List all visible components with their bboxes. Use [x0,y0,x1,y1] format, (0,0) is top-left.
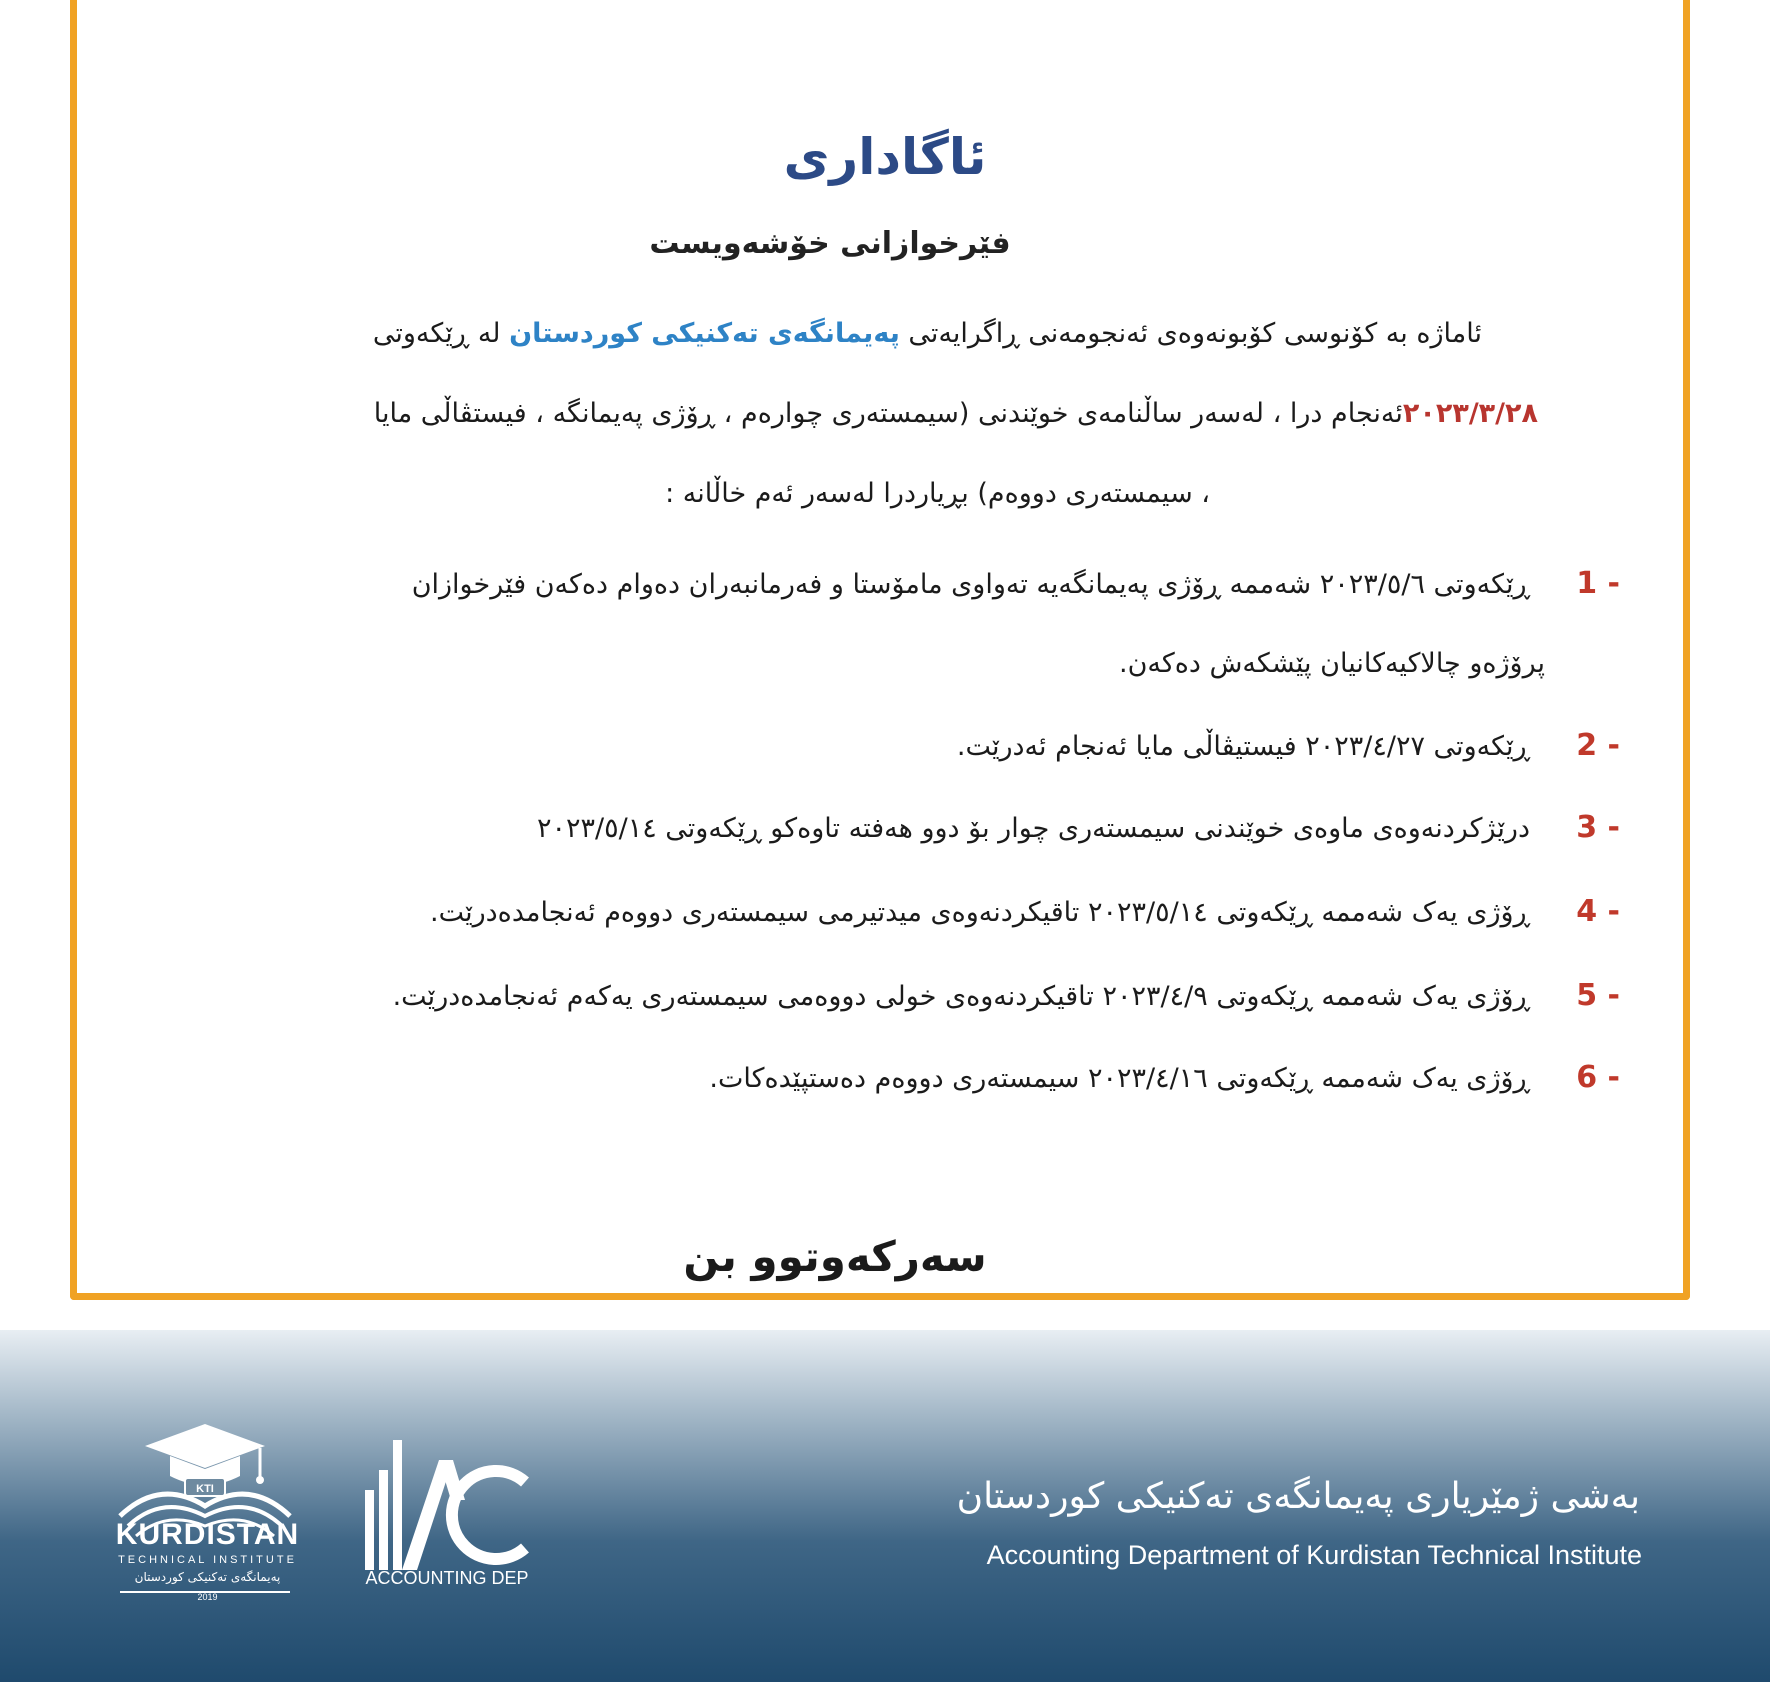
list-item-number: 4 - [1576,894,1620,929]
accounting-dep-logo-icon [355,1430,535,1580]
intro-line-1-end: لە ڕێکەوتی [372,318,510,349]
institute-name-highlight: پەیمانگەی تەکنیکی کوردستان [509,318,900,349]
notice-title: ئاگاداری [783,128,987,186]
list-item [180,810,1620,845]
kti-badge-text: KTI [196,1483,214,1495]
list-item-number: 1 - [1576,566,1620,601]
list-item-text: ڕێکەوتی ٢٠٢٣/٥/٦ شەممە ڕۆژی پەیمانگەیە تەواوی مامۆستا و فەرمانبەران دەوام دەکەن فێرخوازان [411,569,1530,600]
list-item [180,978,1620,1013]
list-item-number: 3 - [1576,810,1620,845]
kti-logo-kurdish: پەیمانگەی تەکنیکی کوردستان [134,1570,281,1584]
list-item [180,566,1620,601]
kti-logo-year: 2019 [197,1592,218,1602]
intro-line-3: ، سیمستەری دووەم) بڕیاردرا لەسەر ئەم خاڵانە : [665,478,1210,509]
footer-banner [0,1330,1770,1682]
intro-line-2 [374,398,1538,429]
accounting-dep-label: ACCOUNTING DEP [365,1568,529,1588]
list-item-number: 6 - [1576,1060,1620,1095]
notice-greeting: فێرخوازانی خۆشەویست [649,226,1011,261]
department-name-english: Accounting Department of Kurdistan Technical Institute [986,1540,1642,1570]
intro-line-1-start: ئاماژە بە کۆنوسی کۆبونەوەی ئەنجومەنی ڕاگرایەتی [899,318,1482,349]
kti-logo-sub: TECHNICAL INSTITUTE [118,1554,297,1566]
department-name-kurdish: بەشی ژمێریاری پەیمانگەی تەکنیکی کوردستان [956,1476,1640,1517]
kti-logo-name: KURDISTAN [115,1518,300,1551]
list-item-number: 2 - [1576,728,1620,763]
list-item-text: ڕۆژی یەک شەممە ڕێکەوتی ٢٠٢٣/٥/١٤ تاقیکردنەوەی میدتیرمی سیمستەری دووەم ئەنجامدەدرێت. [430,897,1530,928]
meeting-date-highlight: ٢٠٢٣/٣/٢٨ [1402,398,1538,429]
intro-line-2-text: ئەنجام درا ، لەسەر ساڵنامەی خوێندنی (سیمستەری چوارەم ، ڕۆژی پەیمانگە ، فیستڤاڵی مایا [373,398,1403,429]
intro-line-1 [373,318,1482,349]
list-item-continuation: پرۆژەو چالاکیەکانیان پێشکەش دەکەن. [1118,648,1545,679]
list-item-text: ڕێکەوتی ٢٠٢٣/٤/٢٧ فیستیڤاڵی مایا ئەنجام ئەدرێت. [956,731,1530,762]
list-item [180,894,1620,929]
list-item-text: درێژکردنەوەی ماوەی خوێندنی سیمستەری چوار بۆ دوو هەفتە تاوەکو ڕێکەوتی ٢٠٢٣/٥/١٤ [536,813,1530,844]
list-item [180,1060,1620,1095]
list-item-text: ڕۆژی یەک شەممە ڕێکەوتی ٢٠٢٣/٤/٩ تاقیکردنەوەی خولی دووەمی سیمستەری یەکەم ئەنجامدەدرێت. [392,981,1530,1012]
closing-text: سەرکەوتوو بن [683,1232,987,1281]
list-item-number: 5 - [1576,978,1620,1013]
list-item-text: ڕۆژی یەک شەممە ڕێکەوتی ٢٠٢٣/٤/١٦ سیمستەری دووەم دەستپێدەکات. [709,1063,1530,1094]
list-item [180,728,1620,763]
